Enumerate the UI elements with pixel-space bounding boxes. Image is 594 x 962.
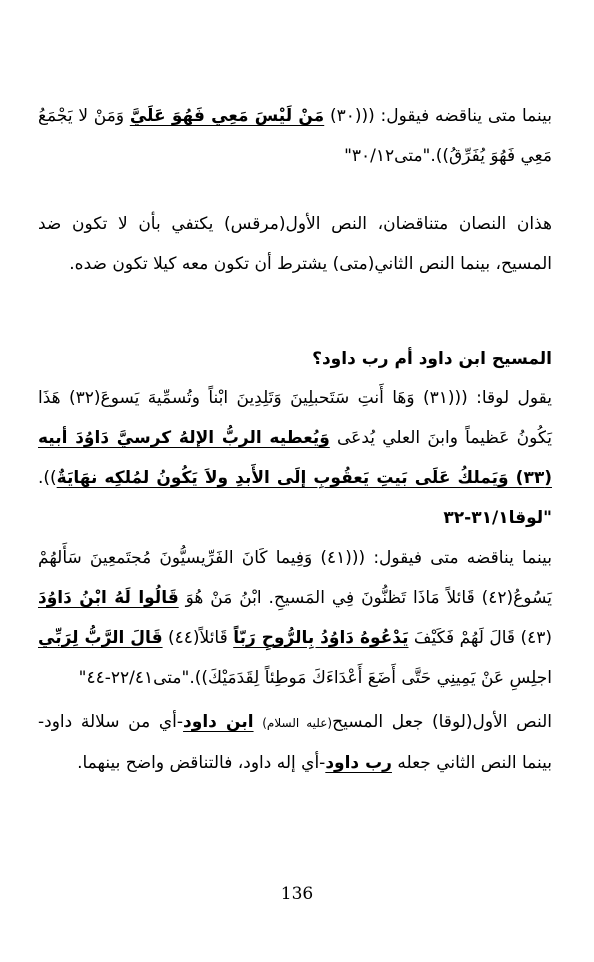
paragraph-text: -أي من سلالة داود-بينما النص الثاني جعله <box>38 712 552 773</box>
underlined-quote: وَيُعطيه الربُّ الإلهُ كرسيَّ دَاوُدَ أبيه (٣٣) وَيَملكُ عَلَى بَيتِ يَعقُوبِ إلَى الأَبدِ ولاَ يَكُونُ لمُلكِه نهَايَةٌ <box>38 428 552 488</box>
underlined-quote: مَنْ لَيْسَ مَعِي فَهُوَ عَلَيَّ <box>129 106 325 126</box>
quote-text: وَمَنْ لا يَجْمَعُ مَعِي فَهُوَ يُفَرِّقُ)). <box>38 106 552 166</box>
page-number: 136 <box>280 884 314 904</box>
verse-reference: "متى٣٠/١٢" <box>344 146 431 166</box>
paragraph-conclusion <box>38 702 552 783</box>
paragraph-matthew-quote <box>38 96 552 176</box>
paragraph-intro: بينما يناقضه متى فيقول: (((٤١) وَفِيما كَانَ الفَرِّيسيُّونَ مُجتَمعِينَ سَأَلهُمْ يَسُوعُ(٤٢) قَائلاً مَاذَا تَظنُّونَ فِي المَسيحِ. ابْنُ مَنْ هُوَ <box>38 548 552 608</box>
underlined-quote-1: قَالُوا لَهُ ابْنُ دَاوُدَ <box>38 588 179 608</box>
paragraph-matthew-quote-2 <box>38 538 552 698</box>
underlined-lord-of-david: رب داود <box>325 753 392 773</box>
quote-text: اجلِسِ عَنْ يَمِينِي حَتَّى أَضَعَ أَعْدَاءَكَ مَوطِئاً لِقَدَمَيْكَ)). <box>189 668 552 688</box>
paragraph-contradiction <box>38 204 552 284</box>
section-heading <box>38 339 552 379</box>
quote-text: (٤٣) قَالَ لَهُمْ فَكَيْفَ <box>413 628 552 648</box>
heading-text: المسيح ابن داود أم رب داود؟ <box>312 349 552 369</box>
paragraph-luke-quote <box>38 378 552 538</box>
underlined-son-of-david: ابن داود <box>183 712 254 732</box>
paragraph-intro: النص الأول(لوقا) جعل المسيح <box>332 712 553 732</box>
paragraph-text: هذان النصان متناقضان، النص الأول(مرقس) يكتفي بأن لا تكون ضد المسيح، بينما النص الثاني(متى) يشترط أن تكون معه كيلا تكون ضده. <box>38 214 552 274</box>
paragraph-intro: يقول لوقا: (((٣١) وَهَا أَنتِ سَتَحبلِينَ وَتَلِدِينَ ابْناً وتُسمِّيهَ يَسوعَ(٣٢) هَذَا يَكُونُ عَظيماً وابنَ العلي يُدعَى <box>38 388 552 448</box>
paragraph-intro: بينما متى يناقضه فيقول: (((٣٠) <box>329 106 552 126</box>
verse-reference: "متى٢٢/٤١-٤٤" <box>78 668 190 688</box>
honorific: (عليه السلام) <box>262 716 333 730</box>
quote-text: قَائلاً(٤٤) <box>168 628 228 648</box>
paragraph-text: -أي إله داود، فالتناقض واضح بينهما. <box>77 753 326 773</box>
underlined-quote-3: قَالَ الرَّبُّ لِرَبِّي <box>38 628 163 648</box>
verse-reference: "لوقا٣١/١-٣٢ <box>443 508 552 528</box>
quote-end: )). <box>38 468 57 488</box>
underlined-quote-2: يَدْعُوهُ دَاوُدُ بِالرُّوحِ رَبّاً <box>233 628 409 648</box>
